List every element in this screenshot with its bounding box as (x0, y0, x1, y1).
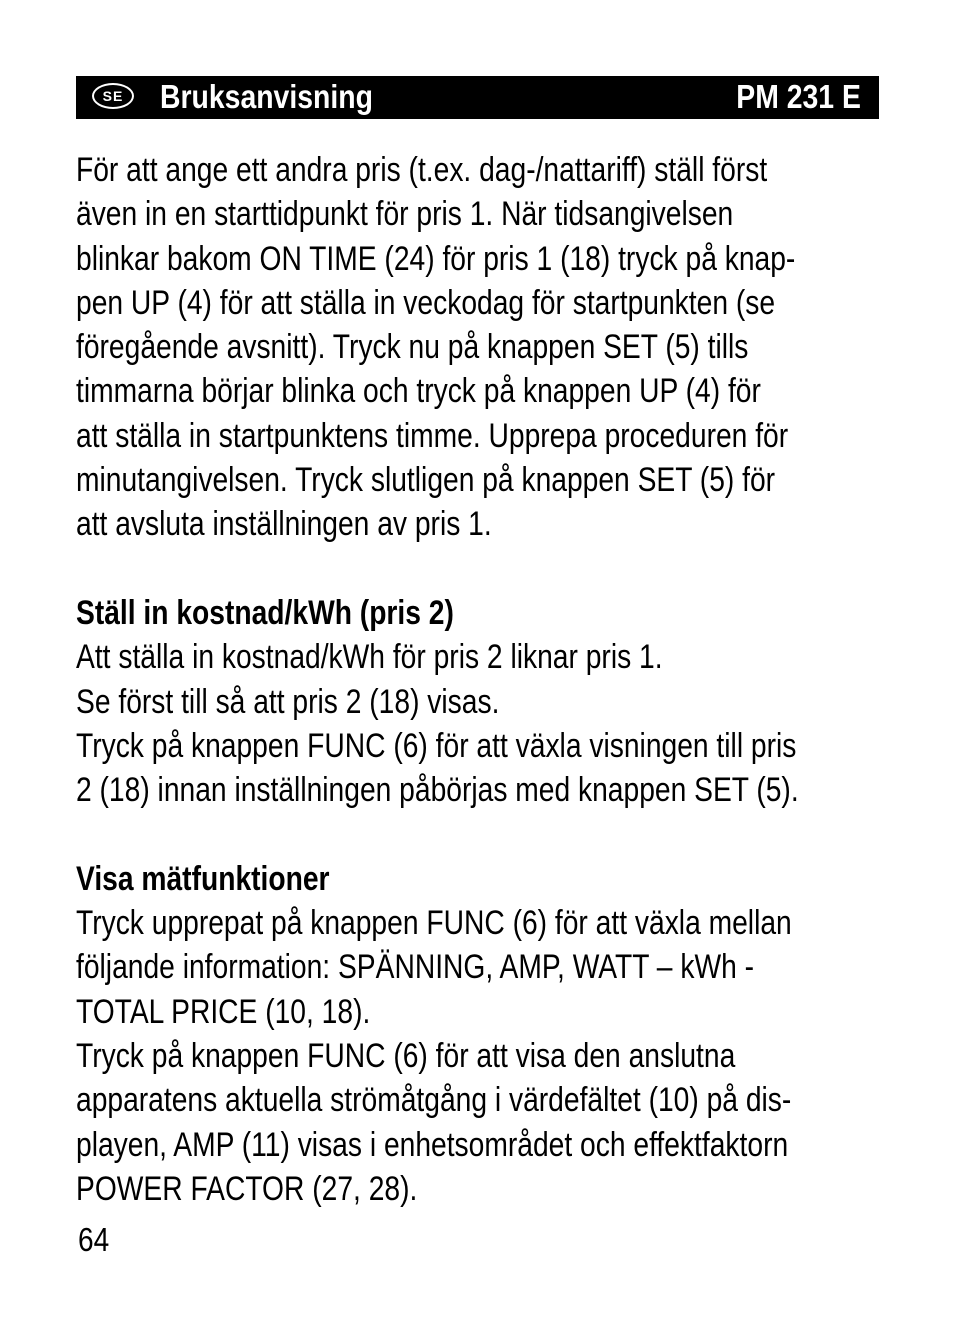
text-line: Se först till så att pris 2 (18) visas. (76, 682, 500, 721)
text-line: även in en starttidpunkt för pris 1. När tidsangivelsen (76, 195, 734, 234)
text-line: Tryck på knappen FUNC (6) för att visa den anslutna (76, 1036, 736, 1075)
text-line: pen UP (4) för att ställa in veckodag för startpunkten (se (76, 283, 776, 322)
page-content (76, 148, 879, 1211)
section-measurement-functions (76, 857, 879, 1211)
paragraph-gap (76, 812, 879, 856)
model-number: PM 231 E (736, 78, 861, 115)
text-line: Att ställa in kostnad/kWh för pris 2 liknar pris 1. (76, 638, 663, 677)
text-line: föregående avsnitt). Tryck nu på knappen SET (5) tills (76, 328, 749, 367)
intro-paragraph (76, 148, 879, 547)
text-line: Tryck på knappen FUNC (6) för att växla visningen till pris (76, 726, 797, 765)
text-line: POWER FACTOR (27, 28). (76, 1169, 418, 1208)
text-line: timmarna börjar blinka och tryck på knappen UP (4) för (76, 372, 761, 411)
section-price-2 (76, 591, 879, 812)
text-line: följande information: SPÄNNING, AMP, WATT – kWh - (76, 948, 755, 987)
text-line: playen, AMP (11) visas i enhetsområdet och effektfaktorn (76, 1125, 789, 1164)
paragraph-gap (76, 547, 879, 591)
text-line: att ställa in startpunktens timme. Upprepa proceduren för (76, 416, 789, 455)
text-line: Tryck upprepat på knappen FUNC (6) för att växla mellan (76, 904, 792, 943)
section-heading: Visa mätfunktioner (76, 859, 330, 898)
text-line: apparatens aktuella strömåtgång i värdefältet (10) på dis- (76, 1081, 792, 1120)
header-bar (76, 76, 879, 119)
text-line: att avsluta inställningen av pris 1. (76, 505, 492, 544)
language-badge: SE (92, 83, 134, 109)
section-heading: Ställ in kostnad/kWh (pris 2) (76, 593, 454, 632)
page-number: 64 (78, 1221, 110, 1258)
text-line: minutangivelsen. Tryck slutligen på knappen SET (5) för (76, 461, 776, 500)
text-line: För att ange ett andra pris (t.ex. dag-/nattariff) ställ först (76, 151, 768, 189)
text-line: blinkar bakom ON TIME (24) för pris 1 (18) tryck på knap- (76, 239, 796, 278)
text-line: TOTAL PRICE (10, 18). (76, 992, 371, 1031)
manual-title: Bruksanvisning (160, 78, 373, 115)
text-line: 2 (18) innan inställningen påbörjas med knappen SET (5). (76, 771, 799, 810)
